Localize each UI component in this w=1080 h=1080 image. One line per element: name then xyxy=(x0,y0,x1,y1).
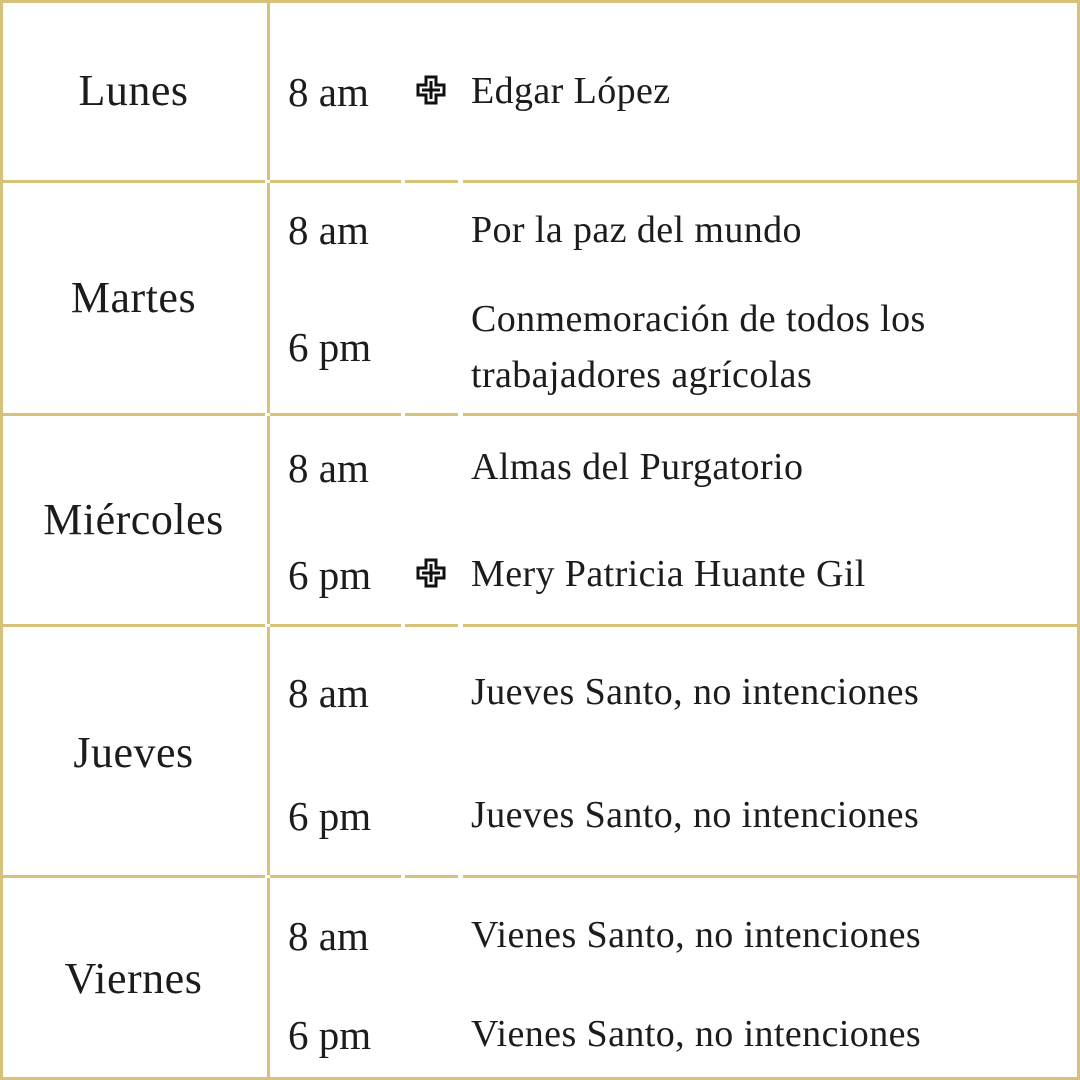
mass-intention: Por la paz del mundo xyxy=(471,209,802,251)
day-label-viernes: Viernes xyxy=(64,954,203,1003)
cross-icon xyxy=(416,75,446,105)
day-label-martes: Martes xyxy=(70,273,197,322)
mass-time: 6 pm xyxy=(288,793,372,839)
mass-time: 6 pm xyxy=(288,1012,372,1058)
mass-intention: Vienes Santo, no intenciones xyxy=(471,1013,922,1055)
mass-intention: Edgar López xyxy=(471,70,671,112)
mass-time: 8 am xyxy=(288,913,369,959)
mass-time: 6 pm xyxy=(288,324,372,370)
row-divider xyxy=(0,413,1080,416)
row-divider xyxy=(0,875,1080,878)
mass-time: 8 am xyxy=(288,69,369,115)
row-divider xyxy=(0,180,1080,183)
mass-intention: Mery Patricia Huante Gil xyxy=(471,553,866,595)
day-label-jueves: Jueves xyxy=(73,728,194,777)
mass-intention: Almas del Purgatorio xyxy=(471,446,804,488)
day-label-miercoles: Miércoles xyxy=(43,495,224,544)
row-divider xyxy=(0,624,1080,627)
column-divider xyxy=(267,0,270,1080)
mass-intention-line-1: Conmemoración de todos los xyxy=(471,298,926,340)
mass-time: 8 am xyxy=(288,670,369,716)
mass-intention: Jueves Santo, no intenciones xyxy=(471,794,920,836)
mass-intention-line-2: trabajadores agrícolas xyxy=(471,354,813,396)
mass-intention: Vienes Santo, no intenciones xyxy=(471,914,922,956)
mass-time: 6 pm xyxy=(288,552,372,598)
mass-intention: Jueves Santo, no intenciones xyxy=(471,671,920,713)
cross-icon xyxy=(416,558,446,588)
mass-time: 8 am xyxy=(288,445,369,491)
day-label-lunes: Lunes xyxy=(78,66,189,115)
mass-time: 8 am xyxy=(288,207,369,253)
